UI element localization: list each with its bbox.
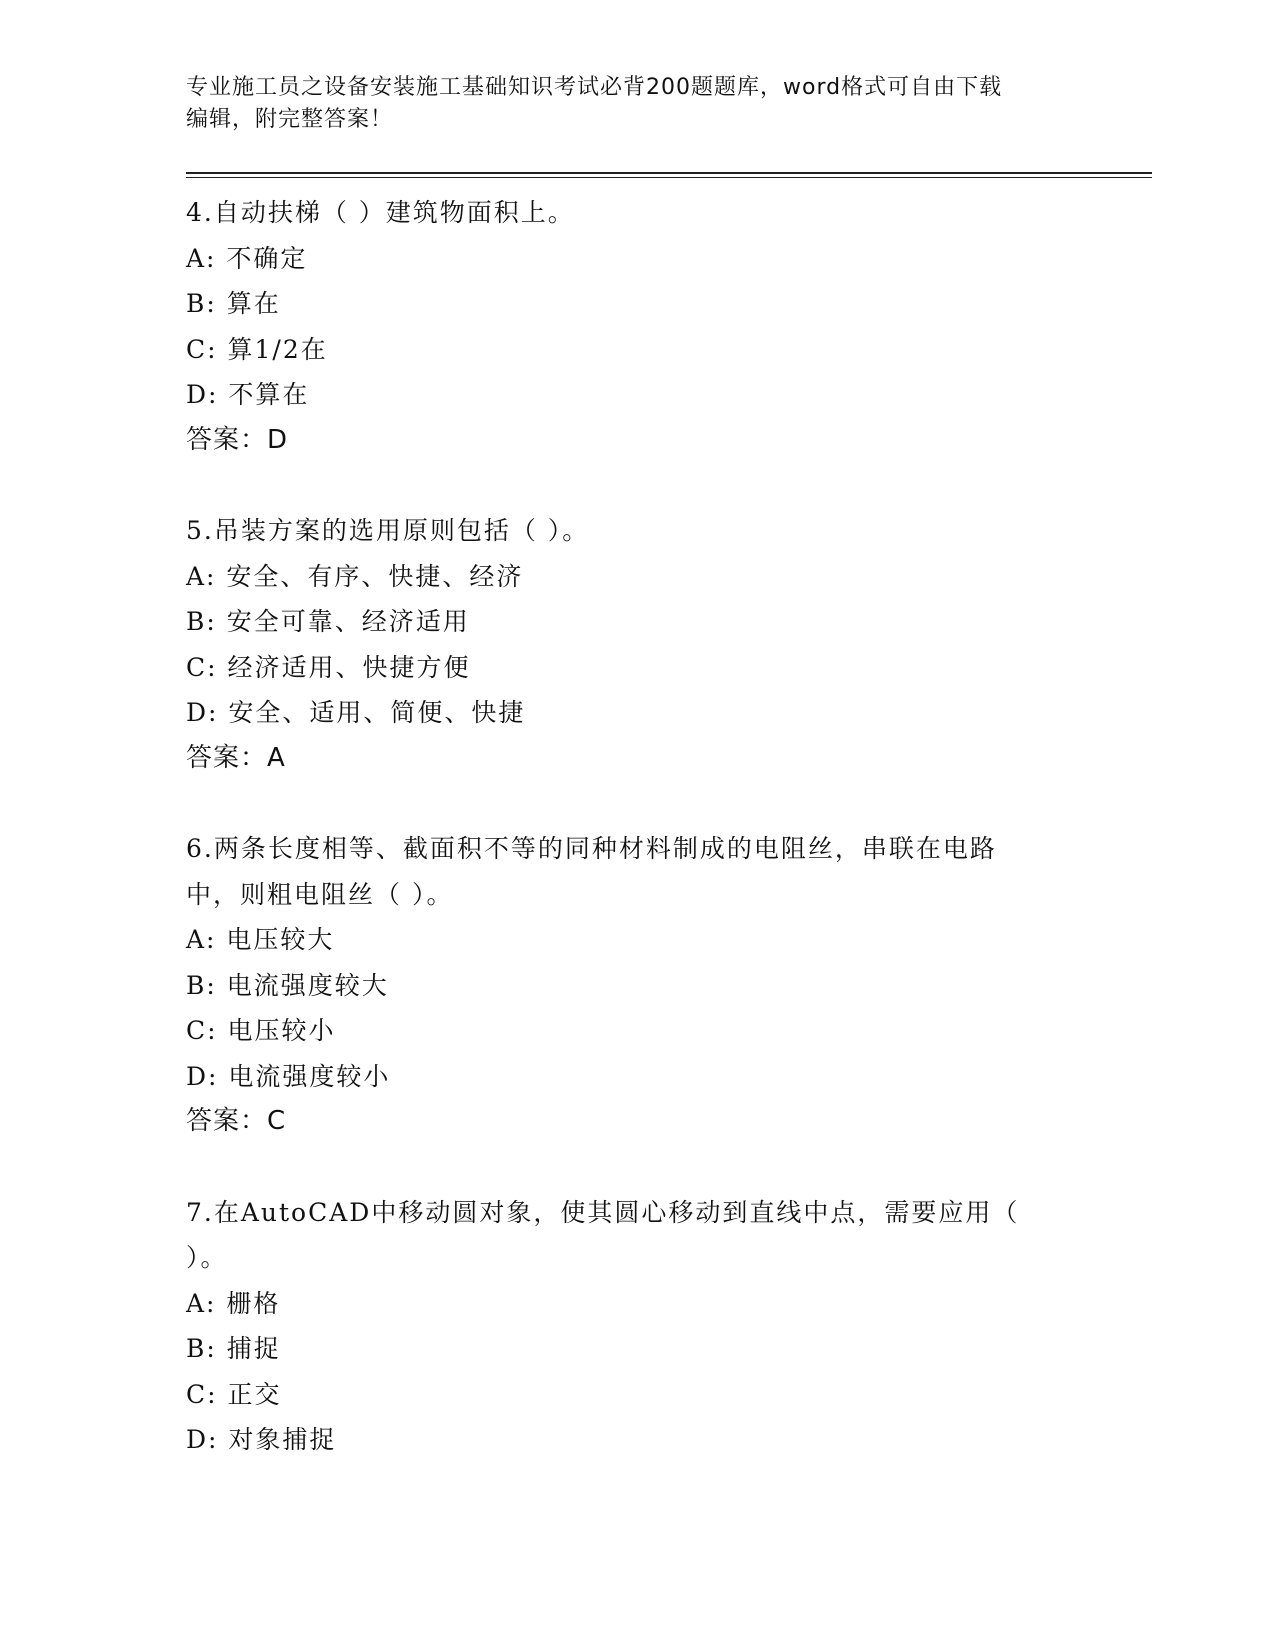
header-divider-top	[186, 172, 1152, 174]
option-b: B: 电流强度较大	[186, 970, 389, 1000]
option-a: A: 不确定	[186, 243, 308, 273]
question-5	[186, 508, 1086, 781]
question-title-line-2: ）。	[186, 1243, 228, 1272]
question-6	[186, 826, 1086, 1145]
spacer	[186, 781, 1086, 826]
answer-line: 答案：C	[186, 1106, 287, 1136]
answer-line: 答案：A	[186, 742, 286, 773]
answer-line: 答案：D	[186, 424, 289, 455]
header-line-1: 专业施工员之设备安装施工基础知识考试必背200题题库，word格式可自由下载	[186, 75, 1003, 100]
option-d: D: 电流强度较小	[186, 1061, 391, 1091]
question-title-line-1: 6.两条长度相等、截面积不等的同种材料制成的电阻丝，串联在电路	[186, 834, 997, 863]
option-b: B: 安全可靠、经济适用	[186, 607, 470, 636]
option-a: A: 栅格	[186, 1288, 281, 1318]
spacer	[186, 1145, 1086, 1190]
question-list	[186, 190, 1086, 1463]
option-c: C: 正交	[186, 1379, 282, 1409]
header-line-2: 编辑，附完整答案！	[186, 107, 394, 132]
spacer	[186, 463, 1086, 508]
question-title: 4.自动扶梯（ ）建筑物面积上。	[186, 198, 575, 227]
option-a: A: 电压较大	[186, 925, 335, 954]
option-a: A: 安全、有序、快捷、经济	[186, 561, 524, 591]
question-title-line-2: 中，则粗电阻丝（ ）。	[186, 879, 454, 909]
question-title-line-1: 7.在AutoCAD中移动圆对象，使其圆心移动到直线中点，需要应用（	[186, 1197, 1020, 1227]
question-title: 5.吊装方案的选用原则包括（ ）。	[186, 516, 590, 545]
option-d: D: 安全、适用、简便、快捷	[186, 698, 526, 727]
option-b: B: 捕捉	[186, 1334, 281, 1363]
option-d: D: 不算在	[186, 380, 310, 409]
header-divider-bottom	[186, 177, 1152, 178]
option-c: C: 经济适用、快捷方便	[186, 652, 471, 682]
question-4	[186, 190, 1086, 463]
document-header	[186, 72, 1086, 136]
option-c: C: 算1/2在	[186, 334, 328, 364]
option-d: D: 对象捕捉	[186, 1425, 337, 1454]
option-c: C: 电压较小	[186, 1016, 336, 1045]
question-7	[186, 1190, 1086, 1463]
option-b: B: 算在	[186, 289, 281, 318]
